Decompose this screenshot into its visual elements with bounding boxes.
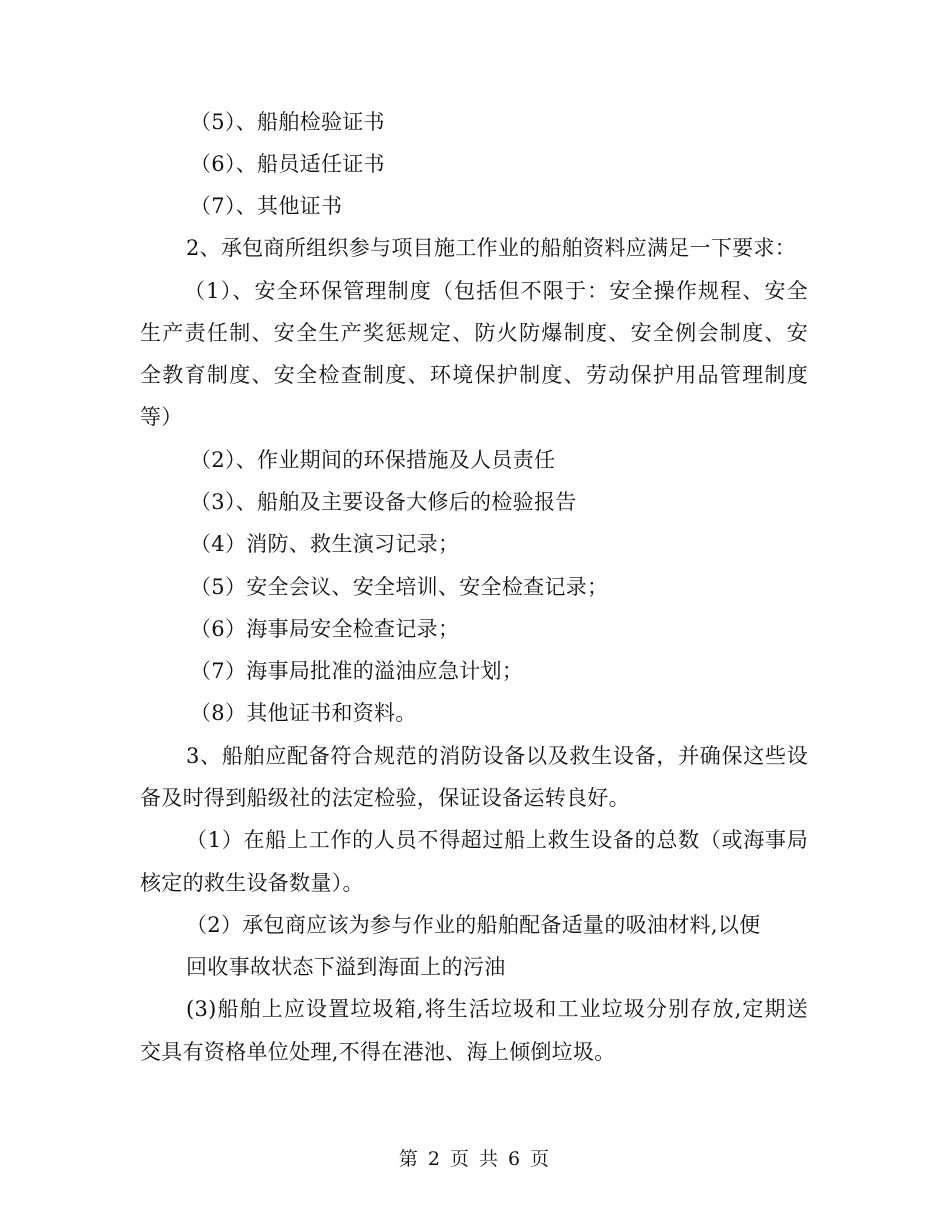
paragraph-line: 全教育制度、安全检查制度、环境保护制度、劳动保护用品管理制度 xyxy=(140,363,808,387)
paragraph-line: （2）承包商应该为参与作业的船舶配备适量的吸油材料,以便 xyxy=(186,913,761,937)
list-item: （5）、船舶检验证书 xyxy=(190,110,385,134)
paragraph-line: 等） xyxy=(140,405,183,429)
list-item: （6）、船员适任证书 xyxy=(190,152,385,176)
paragraph-line: 交具有资格单位处理,不得在港池、海上倾倒垃圾。 xyxy=(140,1040,616,1064)
list-item: （8）其他证书和资料。 xyxy=(190,701,417,725)
paragraph-line: （1）、安全环保管理制度（包括但不限于：安全操作规程、安全 xyxy=(184,279,808,303)
paragraph-line: (3)船舶上应设置垃圾箱,将生活垃圾和工业垃圾分别存放,定期送 xyxy=(186,997,808,1021)
list-item: （3）、船舶及主要设备大修后的检验报告 xyxy=(190,490,577,514)
page-number-footer: 第 2 页 共 6 页 xyxy=(398,1148,552,1170)
list-item: （7）、其他证书 xyxy=(190,194,343,218)
section-heading: 2、承包商所组织参与项目施工作业的船舶资料应满足一下要求： xyxy=(186,236,797,260)
section-heading: 3、船舶应配备符合规范的消防设备以及救生设备，并确保这些设 xyxy=(186,744,808,768)
list-item: （2）、作业期间的环保措施及人员责任 xyxy=(190,448,556,472)
list-item: （7）海事局批准的溢油应急计划； xyxy=(190,659,524,683)
paragraph-line: （1）在船上工作的人员不得超过船上救生设备的总数（或海事局 xyxy=(186,828,808,852)
list-item: （4）消防、救生演习记录； xyxy=(190,532,460,556)
paragraph-line: 回收事故状态下溢到海面上的污油 xyxy=(186,955,506,979)
list-item: （6）海事局安全检查记录； xyxy=(190,617,460,641)
paragraph-line: 生产责任制、安全生产奖惩规定、防火防爆制度、安全例会制度、安 xyxy=(140,321,808,345)
list-item: （5）安全会议、安全培训、安全检查记录； xyxy=(190,575,609,599)
paragraph-line: 核定的救生设备数量）。 xyxy=(140,871,364,895)
paragraph-line: 备及时得到船级社的法定检验，保证设备运转良好。 xyxy=(140,786,630,810)
